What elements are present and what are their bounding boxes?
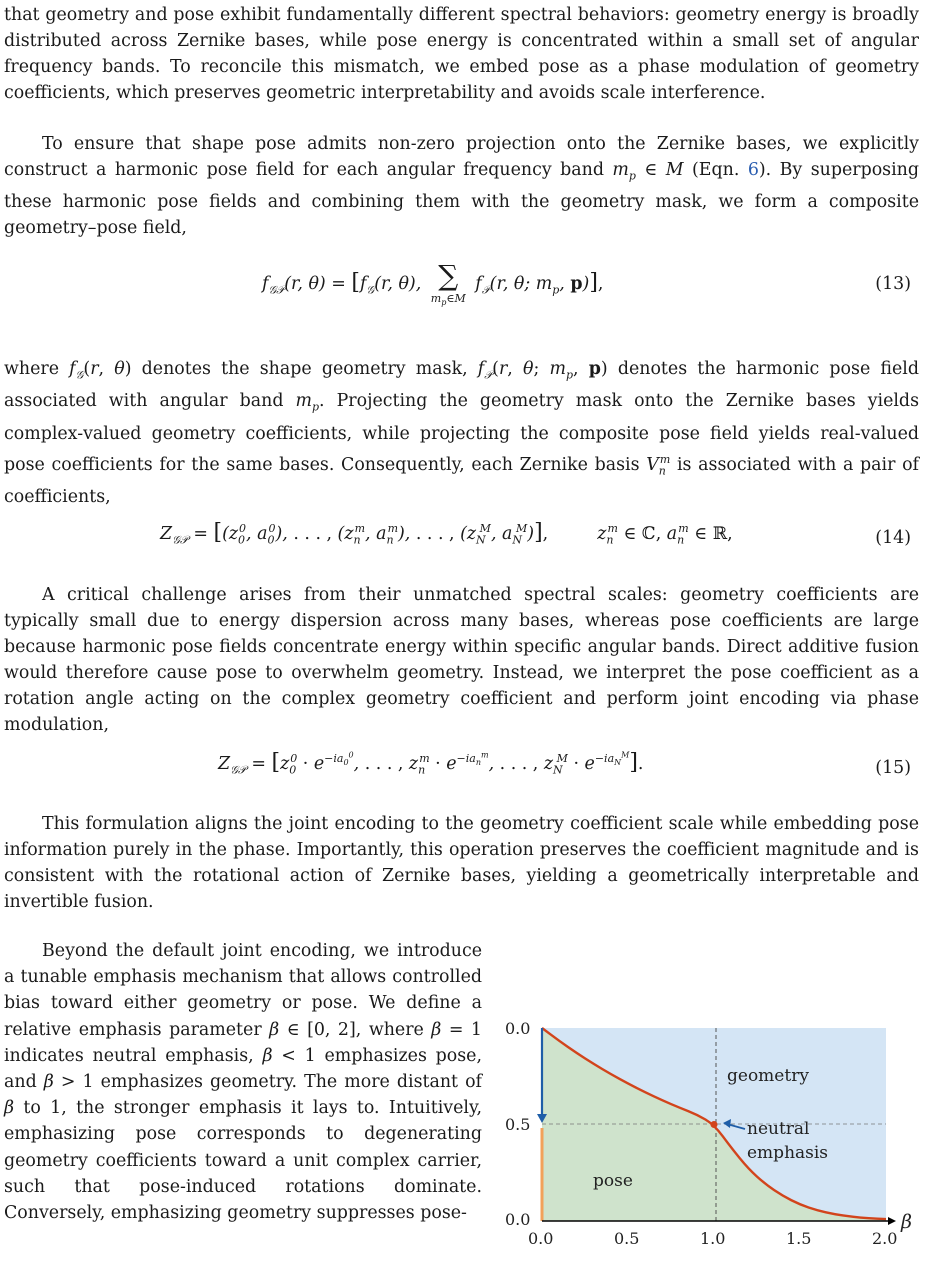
pose-region-label: pose [593, 1171, 633, 1191]
x-tick-label: 1.0 [700, 1229, 726, 1248]
text-span: Beyond the default joint encoding, we introduce a tunable emphasis mechanism that allows controlled bias toward either geometry or pose. We define a relative emphasis parameter [4, 941, 482, 1040]
paragraph-harmonic-pose: To ensure that shape pose admits non-zero projection onto the Zernike bases, we explicitly construct a harmonic pose field for each angular frequency band $m_p$ ∈ M (Eqn. 6). By superposing these harmonic pose fields and combining them with the geometry mask, we form a composite geometry–pose field, [4, 134, 919, 239]
x-tick-label: 0.5 [614, 1229, 640, 1248]
neutral-point [711, 1121, 718, 1128]
text-span: emphasizes geometry. The more distant of [93, 1072, 482, 1093]
summation-symbol: ∑ $m_p\in M$ [430, 259, 466, 308]
paragraph-formulation: This formulation aligns the joint encoding to the geometry coefficient scale while embedding pose information purely in the phase. Importantly, this operation preserves the coefficient magnitude and is consistent with the rotational action of Zernike bases, yielding a geometrically interpretable and invertible fusion. [4, 814, 919, 912]
equation-15-body: $Z_{𝒢𝒫} = [z_0^0 \cdot e^{-ia_0^0}$, . . . , $z_n^m \cdot e^{-ia_n^m}$, . . . , $z_N^M \cdot e^{-ia_N^M}$]. [218, 750, 644, 777]
text-span: , where [355, 1019, 432, 1040]
paragraph-where: where $f_𝒢(r$, θ) denotes the shape geometry mask, $f_𝒫(r$, θ; $m_p$, p) denotes the harmonic pose field associated with angular band $m_p$. Projecting the geometry mask onto the Zernike bases yields complex-valued geometry coefficients, while projecting the composite pose field yields real-valued pose coefficients for the same bases. Consequently, each Zernike basis $V_n^m$ is associated with a pair of coefficients, [4, 359, 919, 508]
annotation-line-1: neutral [747, 1119, 810, 1139]
equation-14-body: $Z_{𝒢𝒫} = [(z_0^0$, $a_0^0$), . . . , ($z_n^m$, $a_n^m$), . . . , ($z_N^M$, $a_N^M$)], $z_n^m$ ∈ ℂ, $a_n^m$ ∈ ℝ, [160, 520, 733, 547]
eqn-6-link[interactable]: 6 [747, 160, 759, 180]
x-tick-label: 0.0 [528, 1229, 554, 1248]
x-tick-label: 2.0 [872, 1229, 898, 1248]
text-span: indicates neutral emphasis, [4, 1045, 263, 1066]
x-axis-label: β [901, 1211, 912, 1233]
paragraph-emphasis: Beyond the default joint encoding, we introduce a tunable emphasis mechanism that allows controlled bias toward either geometry or pose. We define a relative emphasis parameter β ∈ [0, 2], where β = 1 indicates neutral emphasis, β < 1 emphasizes pose, and β > 1 emphasizes geometry. The more distant of β to 1, the stronger emphasis it lays to. Intuitively, emphasizing pose corresponds to degenerating geometry coefficients toward a unit complex carrier, such that pose-induced rotations dominate. Conversely, emphasizing geometry suppresses pose- [4, 941, 482, 1224]
equation-14-number: (14) [875, 528, 911, 548]
text-span: is associated with a pair of coefficients, [4, 454, 919, 508]
paragraph-challenge: A critical challenge arises from their unmatched spectral scales: geometry coefficients are typically small due to energy dispersion across many bases, whereas pose coefficients are large because harmonic pose fields concentrate energy within specific angular bands. Direct additive fusion would therefore cause pose to overwhelm geometry. Instead, we interpret the pose coefficient as a rotation angle acting on the complex geometry coefficient and perform joint encoding via phase modulation, [4, 585, 919, 735]
y-tick-label-mid: 0.5 [505, 1115, 531, 1134]
equation-15 [0, 750, 915, 796]
text-span: denotes the shape geometry mask, [131, 359, 478, 379]
paragraph-intro: that geometry and pose exhibit fundamentally different spectral behaviors: geometry energy is broadly distributed across Zernike bases, while pose energy is concentrated within a small set of angular frequency bands. To reconcile this mismatch, we embed pose as a phase modulation of geometry coefficients, which preserves geometric interpretability and avoids scale interference. [4, 5, 919, 103]
text-span: emphasizes pose, and [4, 1045, 482, 1093]
equation-13 [0, 259, 915, 308]
y-tick-label-bottom: 0.0 [505, 1210, 531, 1229]
geometry-region-label: geometry [727, 1066, 809, 1086]
x-tick-group [528, 1229, 897, 1248]
text-span: . Projecting the geometry mask onto the Zernike bases yields complex-valued geometry coefficients, while projecting the composite pose field yields real-valued pose coefficients for the same bases. Consequently, each Zernike basis [4, 391, 919, 475]
equation-13-body: $f_{𝒢𝒫}(r$, $\theta) = [f_𝒢(r$, θ), ∑ $m_p\in M$ $f_𝒫(r$, θ; $m_p$, p)], [262, 259, 604, 308]
equation-15-number: (15) [875, 758, 911, 778]
text-span: (Eqn. [683, 160, 748, 180]
annotation-line-2: emphasis [747, 1143, 829, 1163]
emphasis-chart [505, 1010, 925, 1274]
text-span: to 1, the stronger emphasis it lays to. Intuitively, emphasizing pose corresponds to degenerating geometry coefficients toward a unit complex carrier, such that pose-induced rotations dominate. Conversely, emphasizing geometry suppresses pose- [4, 1098, 482, 1224]
x-axis-arrowhead [888, 1217, 896, 1225]
y-tick-label-top: 0.0 [505, 1019, 531, 1038]
text-span: ). By superposing these harmonic pose fields and combining them with the geometry mask, we form a composite geometry–pose field, [4, 160, 919, 239]
equation-14 [0, 520, 915, 566]
text-span: where [4, 359, 70, 379]
equation-13-number: (13) [875, 274, 911, 294]
text-span: To ensure that shape pose admits non-zero projection onto the Zernike bases, we explicitly construct a harmonic pose field for each angular frequency band [4, 134, 919, 180]
text-span: denotes the harmonic pose field associated with angular band [4, 359, 919, 412]
x-tick-label: 1.5 [786, 1229, 812, 1248]
